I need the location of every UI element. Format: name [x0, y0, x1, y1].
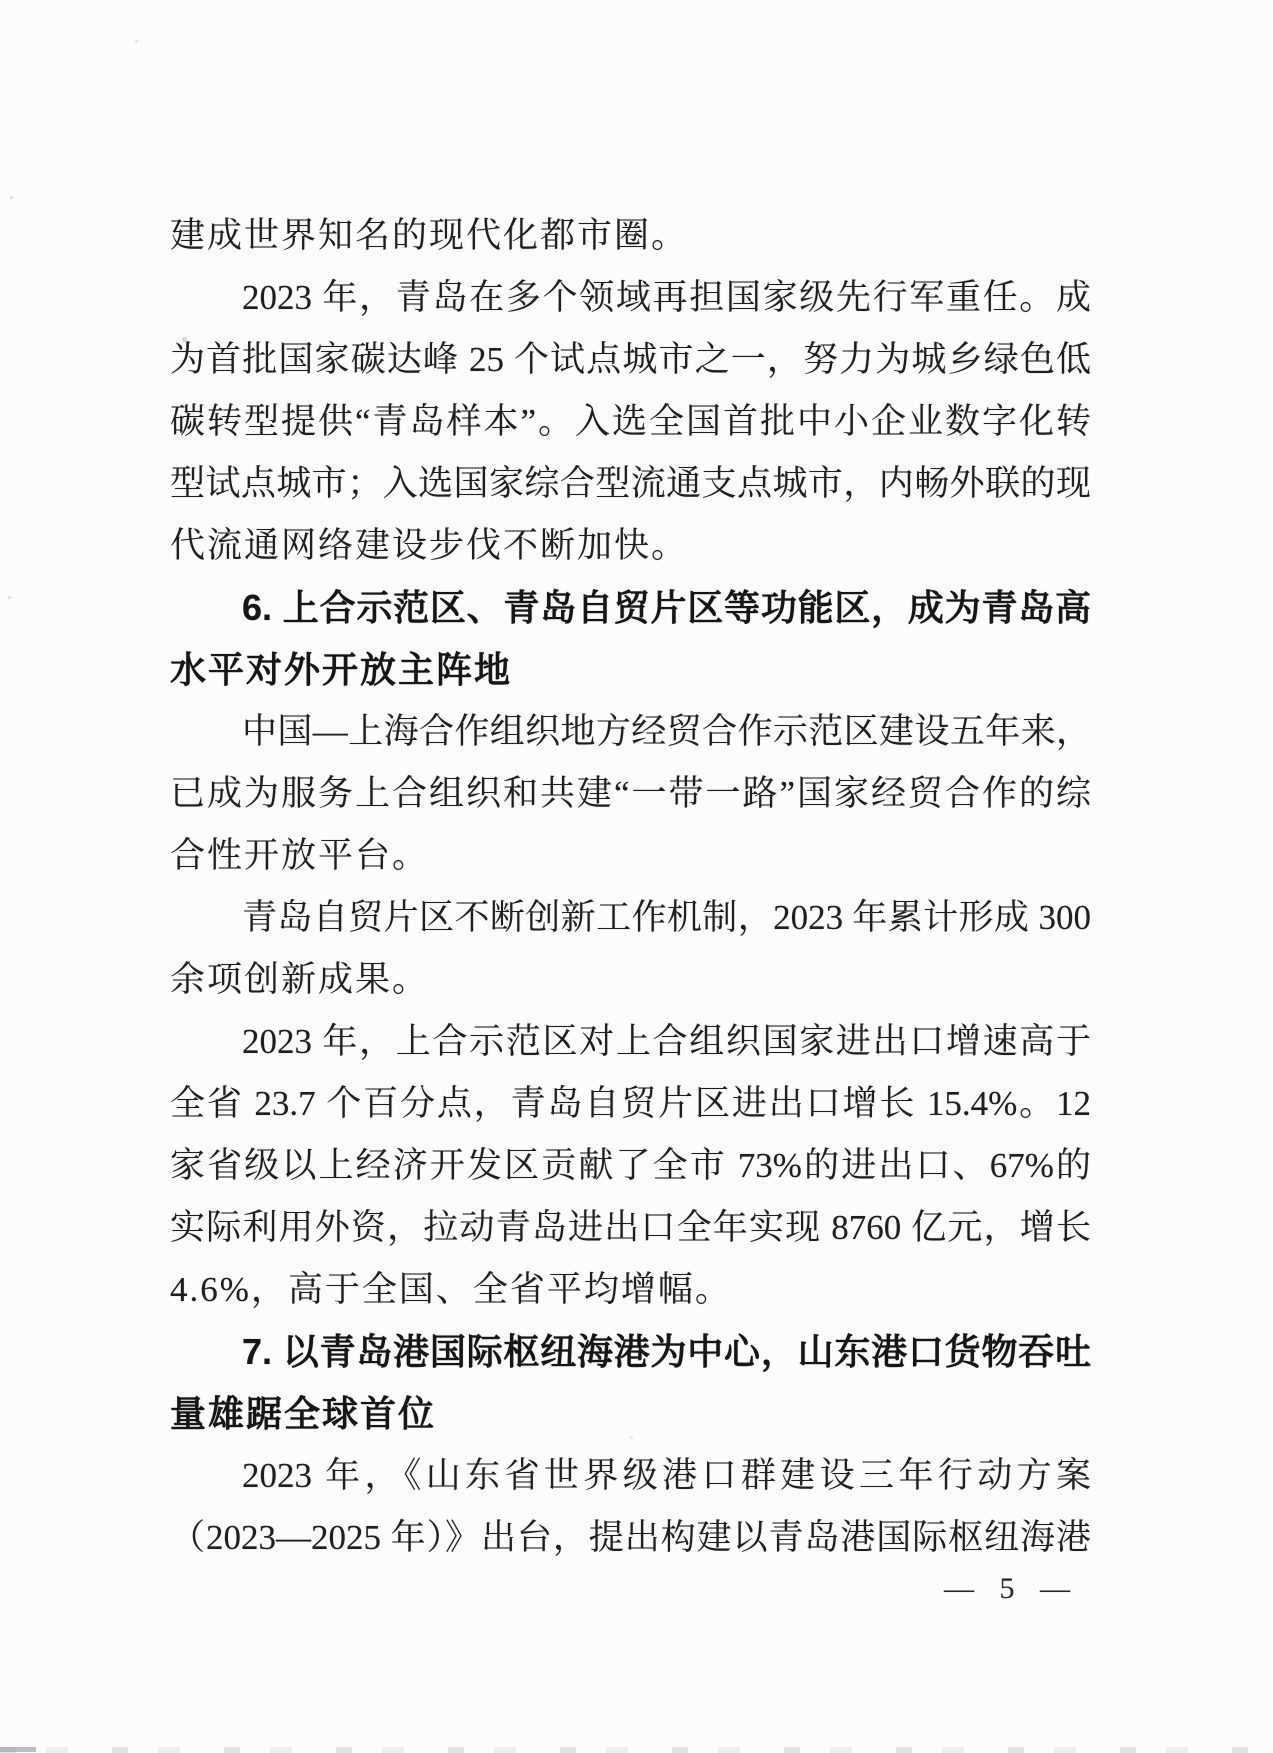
body-text-line: 中国—上海合作组织地方经贸合作示范区建设五年来，	[242, 712, 1091, 751]
body-text-line: 已成为服务上合组织和共建“一带一路”国家经贸合作的综	[170, 774, 1091, 813]
body-text-line: 家省级以上经济开发区贡献了全市 73%的进出口、67%的	[170, 1146, 1091, 1185]
body-text-line: 代流通网络建设步伐不断加快。	[170, 526, 689, 565]
body-text-line: 4.6%，高于全国、全省平均增幅。	[170, 1270, 732, 1309]
body-text-line: 型试点城市；入选国家综合型流通支点城市，内畅外联的现	[170, 464, 1091, 503]
body-text-line: 余项创新成果。	[170, 960, 430, 999]
body-text-line: （2023—2025 年）》出台，提出构建以青岛港国际枢纽海港	[170, 1518, 1091, 1557]
heading-text-line: 6. 上合示范区、青岛自贸片区等功能区，成为青岛高	[242, 587, 1091, 628]
page-number: — 5 —	[944, 1572, 1079, 1605]
body-text-line: 实际利用外资，拉动青岛进出口全年实现 8760 亿元，增长	[170, 1208, 1091, 1247]
body-text-line: 2023 年，上合示范区对上合组织国家进出口增速高于	[242, 1022, 1091, 1061]
body-text-line: 青岛自贸片区不断创新工作机制，2023 年累计形成 300	[242, 898, 1091, 937]
scan-noise-chip	[0, 1747, 36, 1752]
body-text-line: 全省 23.7 个百分点，青岛自贸片区进出口增长 15.4%。12	[170, 1084, 1091, 1123]
body-text-line: 2023 年，青岛在多个领域再担国家级先行军重任。成	[242, 278, 1091, 317]
document-body	[170, 205, 1091, 1569]
body-text-line: 为首批国家碳达峰 25 个试点城市之一，努力为城乡绿色低	[170, 340, 1091, 379]
heading-text-line: 7. 以青岛港国际枢纽海港为中心，山东港口货物吞吐	[242, 1331, 1091, 1372]
body-text-line: 建成世界知名的现代化都市圈。	[170, 216, 689, 255]
body-text-line: 合性开放平台。	[170, 836, 430, 875]
heading-text-line: 水平对外开放主阵地	[170, 649, 513, 690]
scan-noise-band	[0, 1747, 1273, 1753]
body-text-line: 碳转型提供“青岛样本”。入选全国首批中小企业数字化转	[170, 402, 1091, 441]
body-text-line: 2023 年，《山东省世界级港口群建设三年行动方案	[242, 1456, 1091, 1495]
heading-text-line: 量雄踞全球首位	[170, 1393, 437, 1434]
scan-speckles	[10, 196, 13, 199]
